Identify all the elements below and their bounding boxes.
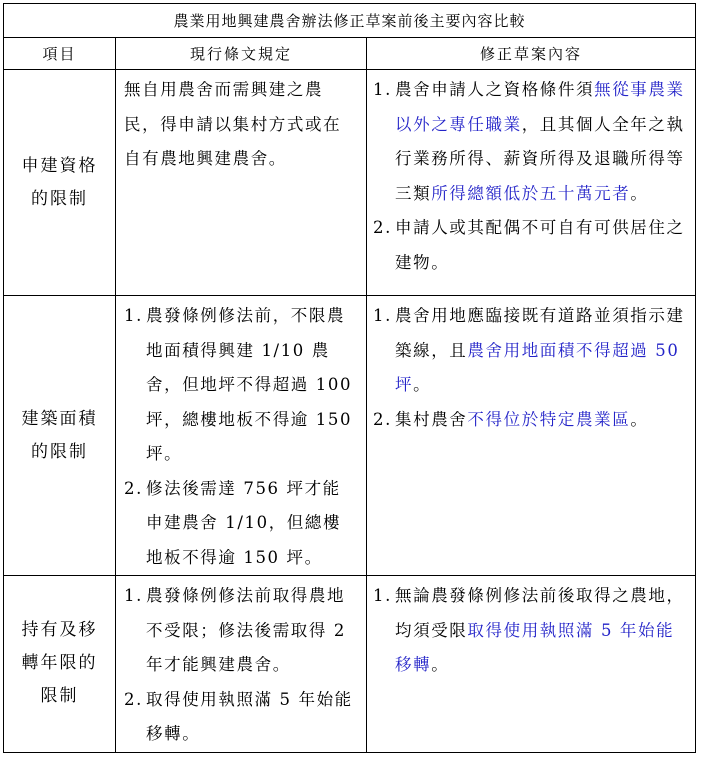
- item-text: 取得使用執照滿 5 年始能移轉。: [146, 689, 353, 743]
- item-text: 申請人或其配偶不可自有可供居住之建物。: [395, 218, 685, 272]
- highlight-text: 不得位於特定農業區: [467, 409, 631, 429]
- header-item: 項目: [4, 38, 116, 70]
- item-number: 2.: [124, 478, 143, 498]
- revised-list: [373, 73, 689, 280]
- row-building-area: [4, 296, 696, 576]
- revised-list: [373, 579, 689, 683]
- list-item: [124, 683, 358, 752]
- label-line: 申建資格: [21, 155, 98, 176]
- revised-cell: [367, 296, 696, 576]
- item-number: 2.: [124, 689, 143, 709]
- list-item: [373, 73, 689, 211]
- revised-list: [373, 299, 689, 437]
- list-item: [124, 472, 358, 576]
- list-item: [124, 579, 358, 683]
- item-number: 1.: [373, 306, 392, 325]
- item-text: 無論農發條例修法前後取得之農地，均須受限: [395, 586, 685, 640]
- current-cell: [116, 576, 367, 753]
- header-row: [4, 38, 696, 70]
- title-row: [4, 4, 696, 38]
- label-line: 的限制: [31, 441, 88, 462]
- item-text: 。: [413, 375, 432, 394]
- current-list: [124, 299, 358, 575]
- label-line: 建築面積: [21, 408, 98, 429]
- item-text: 農舍申請人之資格條件須: [395, 80, 595, 99]
- current-paragraph: 無自用農舍而需興建之農民，得申請以集村方式或在自有農地興建農舍。: [124, 80, 342, 168]
- header-current: 現行條文規定: [116, 38, 367, 70]
- row-qualification: [4, 70, 696, 296]
- list-item: [373, 579, 689, 683]
- list-item: [124, 299, 358, 472]
- highlight-text: 所得總額低於五十萬元者: [431, 183, 631, 203]
- item-text: 。: [431, 655, 450, 674]
- current-list: [124, 579, 358, 752]
- item-text: 。: [630, 409, 649, 429]
- item-number: 1.: [373, 80, 392, 99]
- highlight-text: 無從事農業以外之專任職業: [395, 80, 685, 134]
- item-text: 修法後需達 756 坪才能申建農舍 1/10，但總樓地板不得逾 150 坪。: [146, 478, 342, 567]
- label-line: 的限制: [31, 188, 88, 209]
- highlight-text: 取得使用執照滿 5 年始能移轉: [395, 620, 675, 674]
- item-number: 2.: [373, 409, 392, 429]
- header-revised: 修正草案內容: [367, 38, 696, 70]
- comparison-table: [3, 3, 696, 753]
- row-label: [4, 70, 116, 296]
- item-number: 2.: [373, 218, 392, 237]
- row-holding-period: [4, 576, 696, 753]
- revised-cell: [367, 576, 696, 753]
- list-item: [373, 211, 689, 280]
- row-label: [4, 296, 116, 576]
- item-text: 農發條例修法前，不限農地面積得興建 1/10 農舍，但地坪不得超過 100 坪，總樓地板不得逾 150 坪。: [146, 306, 353, 463]
- item-number: 1.: [373, 586, 392, 605]
- item-text: 農發條例修法前取得農地不受限；修法後需取得 2 年才能興建農舍。: [146, 586, 346, 674]
- highlight-text: 農舍用地面積不得超過 50 坪: [395, 340, 680, 394]
- item-text: 。: [630, 183, 649, 203]
- list-item: [373, 403, 689, 438]
- revised-cell: [367, 70, 696, 296]
- item-text: 集村農舍: [395, 409, 468, 429]
- item-text: ，且其個人全年之執行業務所得、薪資所得及退職所得等三類: [395, 114, 685, 203]
- label-line: 限制: [40, 686, 79, 707]
- current-cell: [116, 70, 367, 296]
- table-title: 農業用地興建農舍辦法修正草案前後主要內容比較: [4, 4, 696, 38]
- item-text: 農舍用地應臨接既有道路並須指示建築線，且: [395, 306, 685, 360]
- row-label: [4, 576, 116, 753]
- item-number: 1.: [124, 306, 143, 325]
- label-line: 轉年限的: [21, 653, 98, 674]
- label-line: 持有及移: [21, 620, 98, 641]
- current-cell: [116, 296, 367, 576]
- list-item: [373, 299, 689, 403]
- item-number: 1.: [124, 586, 143, 605]
